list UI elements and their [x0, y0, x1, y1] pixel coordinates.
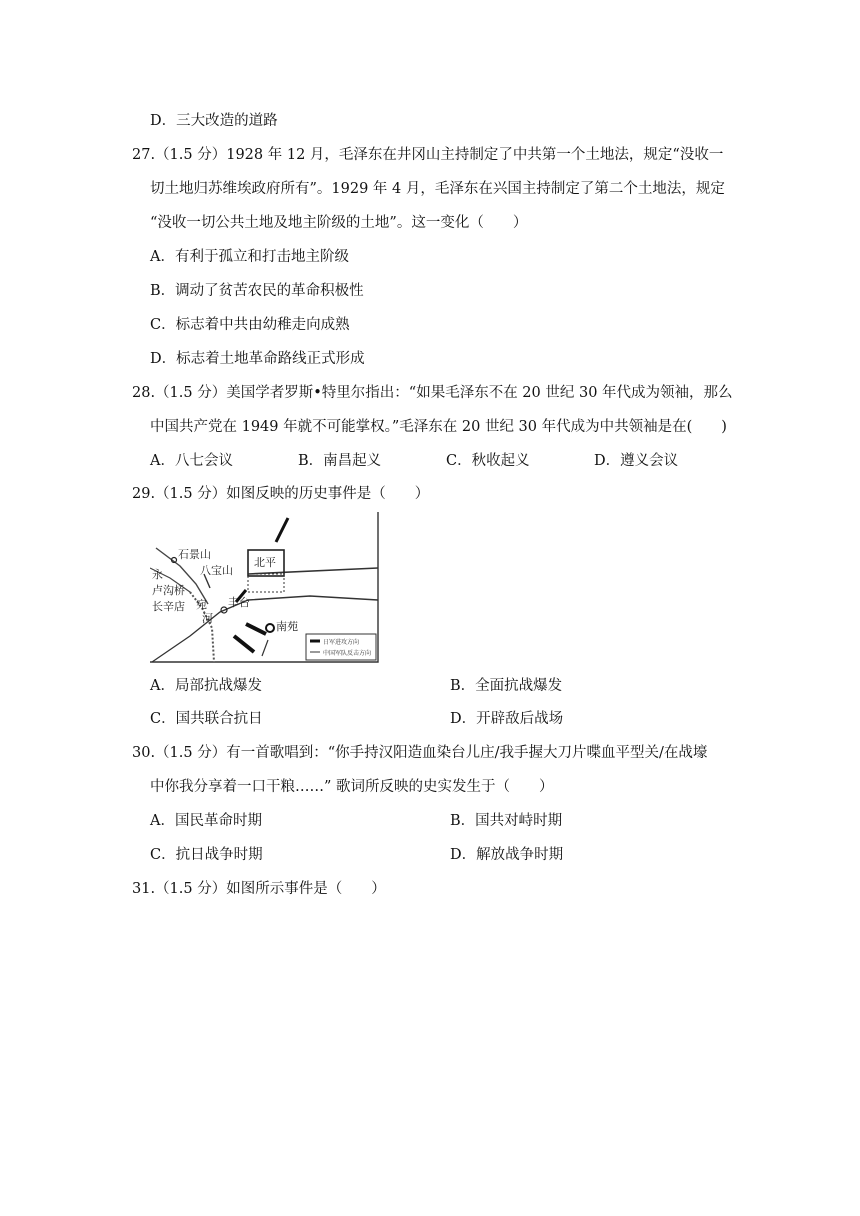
q28-stem-line-1: 28.（1.5 分）美国学者罗斯•特里尔指出：“如果毛泽东不在 20 世纪 30 年代成为领袖，那么 [132, 385, 733, 401]
q27-option-b: B．调动了贫苦农民的革命积极性 [150, 283, 364, 299]
q27-stem-line-1: 27.（1.5 分）1928 年 12 月，毛泽东在井冈山主持制定了中共第一个土地法，规定“没收一 [132, 147, 724, 163]
q29-map-figure [150, 508, 382, 666]
q27-option-d: D．标志着土地革命路线正式形成 [150, 351, 365, 367]
q28-option-d: D．遵义会议 [594, 453, 679, 469]
q26-option-d: D．三大改造的道路 [150, 113, 278, 129]
q30-option-b: B．国共对峙时期 [450, 813, 563, 829]
q30-option-c: C．抗日战争时期 [150, 847, 263, 863]
map-label-fengtai: 丰台 [228, 596, 250, 609]
map-label-he: 河 [202, 612, 213, 625]
q30-option-a: A．国民革命时期 [150, 813, 262, 829]
q30-stem-line-1: 30.（1.5 分）有一首歌唱到：“你手持汉阳造血染台儿庄/我手握大刀片喋血平型关/在战壕 [132, 745, 708, 761]
q30-stem-line-2: 中你我分享着一口干粮……” 歌词所反映的史实发生于（ ） [150, 779, 554, 795]
map-label-changxindian: 长辛店 [152, 600, 185, 613]
q29-option-a: A．局部抗战爆发 [150, 678, 262, 694]
q27-option-a: A．有利于孤立和打击地主阶级 [150, 249, 349, 265]
q27-stem-line-2: 切土地归苏维埃政府所有”。1929 年 4 月，毛泽东在兴国主持制定了第二个土地法，规定 [150, 181, 725, 197]
q27-option-c: C．标志着中共由幼稚走向成熟 [150, 317, 350, 333]
q29-option-c: C．国共联合抗日 [150, 711, 263, 727]
map-label-yong: 永 [152, 568, 163, 581]
q30-option-d: D．解放战争时期 [450, 847, 564, 863]
map-label-babaoshan: 八宝山 [200, 564, 233, 577]
q29-stem: 29.（1.5 分）如图反映的历史事件是（ ） [132, 486, 430, 502]
map-label-wan: 宛 [196, 598, 207, 611]
map-legend-chinese-counter: 中国军队反击方向 [323, 650, 372, 657]
map-label-shijingshan: 石景山 [178, 548, 211, 561]
map-label-beiping: 北平 [254, 556, 276, 569]
q28-option-a: A．八七会议 [150, 453, 233, 469]
map-label-nanyuan: 南苑 [276, 620, 298, 633]
q29-option-b: B．全面抗战爆发 [450, 678, 563, 694]
q29-option-d: D．开辟敌后战场 [450, 711, 564, 727]
q31-stem: 31.（1.5 分）如图所示事件是（ ） [132, 881, 386, 897]
q28-option-b: B．南昌起义 [298, 453, 382, 469]
q27-stem-line-3: “没收一切公共土地及地主阶级的土地”。这一变化（ ） [150, 215, 528, 231]
q28-stem-line-2: 中国共产党在 1949 年就不可能掌权。”毛泽东在 20 世纪 30 年代成为中共领袖是在( ) [150, 419, 727, 435]
map-legend-japanese-attack: 日军进攻方向 [323, 639, 360, 646]
q28-option-c: C．秋收起义 [446, 453, 530, 469]
map-label-lugouqiao: 卢沟桥 [152, 584, 185, 597]
